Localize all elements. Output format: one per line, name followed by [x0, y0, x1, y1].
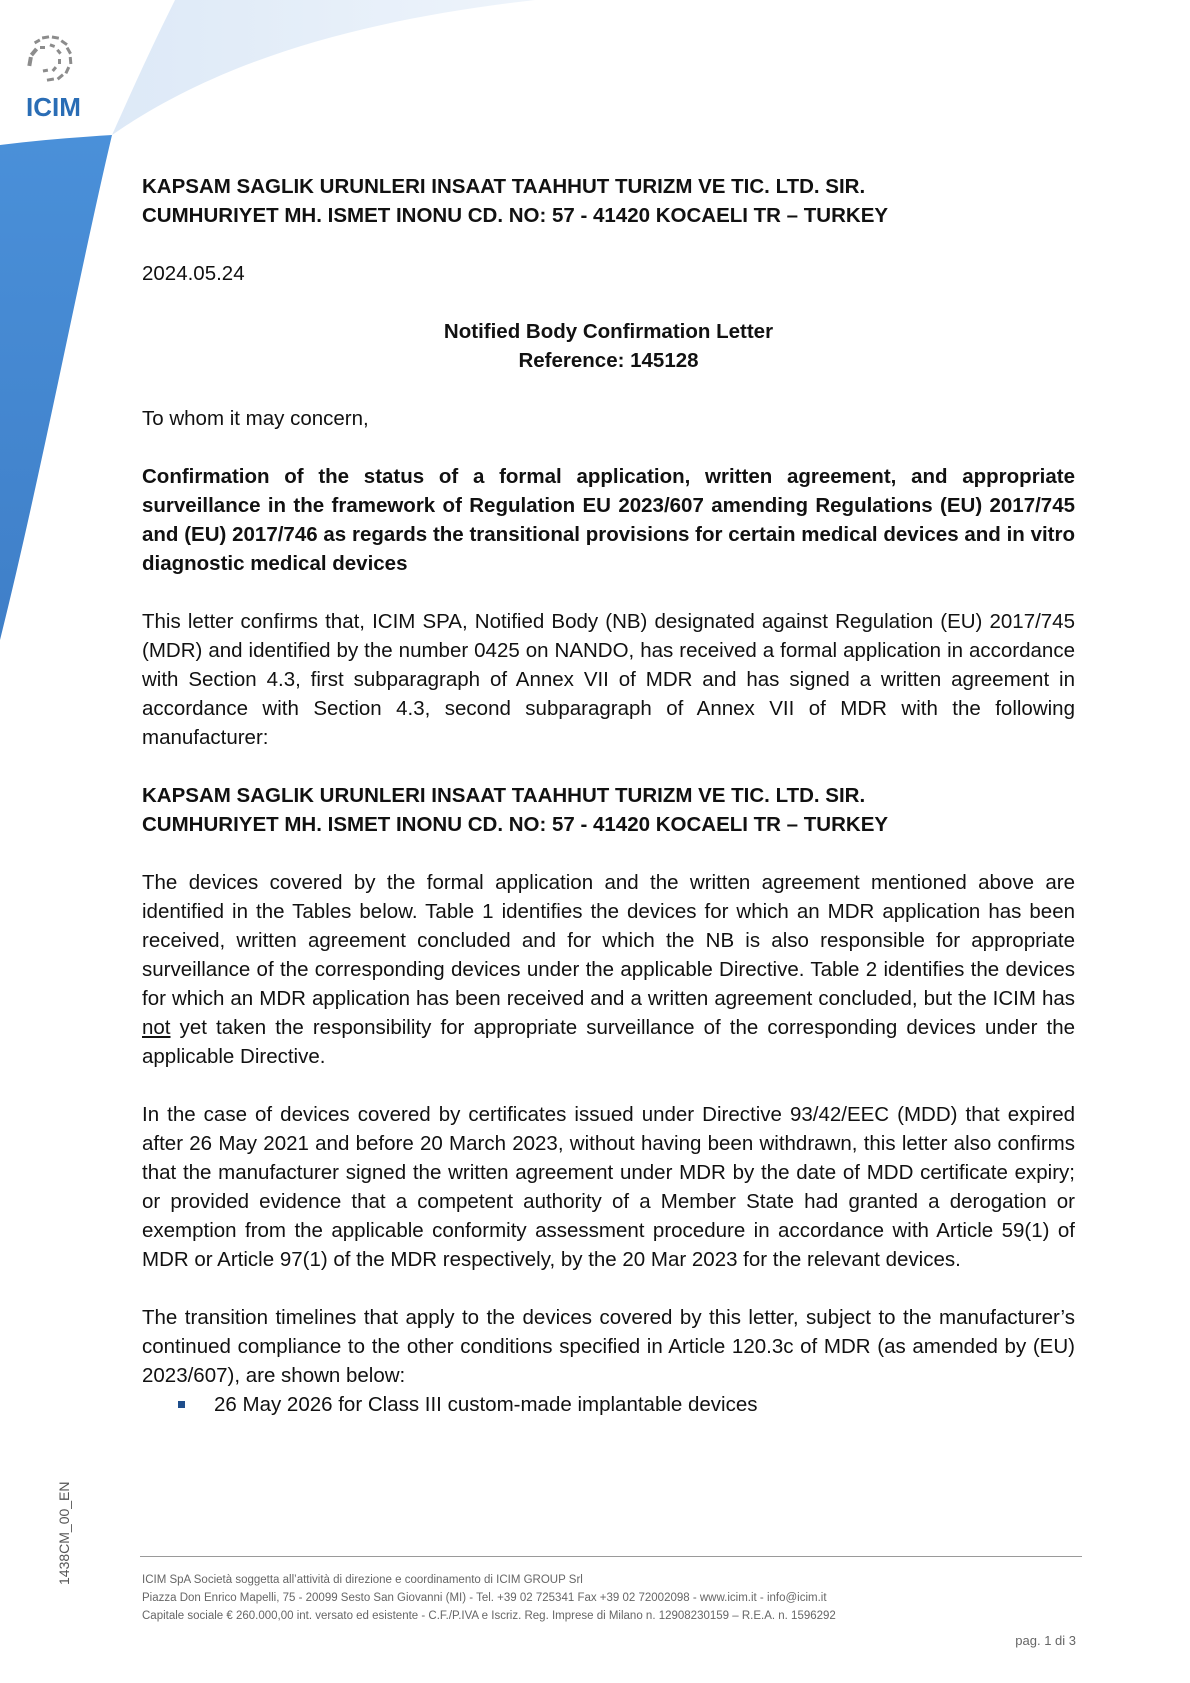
document-code: 1438CM_00_EN: [56, 1481, 72, 1585]
title-line-1: Notified Body Confirmation Letter: [443, 320, 774, 343]
salutation: To whom it may concern,: [142, 407, 369, 430]
underlined-not: not: [142, 1016, 171, 1039]
footer-line-1: ICIM SpA Società soggetta all’attività di direzione e coordinamento di ICIM GROUP Srl: [142, 1574, 583, 1586]
title-reference: Reference: 145128: [518, 349, 699, 372]
timeline-list: [142, 1390, 1075, 1419]
footer: [142, 1571, 836, 1625]
list-item: 26 May 2026 for Class III custom-made implantable devices: [178, 1390, 1075, 1419]
recipient-line-2: CUMHURIYET MH. ISMET INONU CD. NO: 57 - 41420 KOCAELI TR – TURKEY: [142, 204, 889, 227]
manufacturer-address: [142, 781, 1075, 839]
paragraph-confirmation: This letter confirms that, ICIM SPA, Notified Body (NB) designated against Regulation (EU) 2017/745 (MDR) and identified by the number 0425 on NANDO, has received a formal application in accordance with Section 4.3, first subparagraph of Annex VII of MDR and has signed a written agreement in accordance with Section 4.3, second subparagraph of Annex VII of MDR with the following manufacturer:: [142, 610, 1075, 749]
paragraph-devices-covered: The devices covered by the formal application and the written agreement mentioned above are identified in the Tables below. Table 1 identifies the devices for which an MDR application has been received, written agreement concluded and for which the NB is also responsible for appropriate surveillance of the corresponding devices under the applicable Directive. Table 2 identifies the devices for which an MDR application has been received and a written agreement concluded, but the ICIM has not yet taken the responsibility for appropriate surveillance of the corresponding devices under the applicable Directive.: [142, 871, 1075, 1068]
manufacturer-line-2: CUMHURIYET MH. ISMET INONU CD. NO: 57 - 41420 KOCAELI TR – TURKEY: [142, 813, 889, 836]
page-number: pag. 1 di 3: [1015, 1633, 1076, 1648]
letter-title: [142, 317, 1075, 375]
recipient-address: [142, 172, 1075, 230]
manufacturer-line-1: KAPSAM SAGLIK URUNLERI INSAAT TAAHHUT TURIZM VE TIC. LTD. SIR.: [142, 784, 866, 807]
subject-line: Confirmation of the status of a formal application, written agreement, and appropriate surveillance in the framework of Regulation EU 2023/607 amending Regulations (EU) 2017/745 and (EU) 2017/746 as regards the transitional provisions for certain medical devices and in vitro diagnostic medical devices: [142, 465, 1075, 575]
bullet-square-icon: [178, 1401, 185, 1408]
footer-line-3: Capitale sociale € 260.000,00 int. versato ed esistente - C.F./P.IVA e Iscriz. Reg. Imprese di Milano n. 12908230159 – R.E.A. n. 1596292: [142, 1610, 836, 1622]
footer-divider: [140, 1556, 1082, 1557]
letter-body: [142, 172, 1075, 1419]
paragraph-mdd-certificates: In the case of devices covered by certificates issued under Directive 93/42/EEC (MDD) that expired after 26 May 2021 and before 20 March 2023, without having been withdrawn, this letter also confirms that the manufacturer signed the written agreement under MDR by the date of MDD certificate expiry; or provided evidence that a competent authority of a Member State had granted a derogation or exemption from the applicable conformity assessment procedure in accordance with Article 59(1) of MDR or Article 97(1) of the MDR respectively, by the 20 Mar 2023 for the relevant devices.: [142, 1103, 1075, 1271]
icim-logo-text: ICIM: [26, 92, 81, 122]
recipient-line-1: KAPSAM SAGLIK URUNLERI INSAAT TAAHHUT TURIZM VE TIC. LTD. SIR.: [142, 175, 866, 198]
letter-date: 2024.05.24: [142, 262, 245, 285]
footer-line-2: Piazza Don Enrico Mapelli, 75 - 20099 Sesto San Giovanni (MI) - Tel. +39 02 725341 Fax +39 02 72002098 - www.icim.it - info@icim.it: [142, 1592, 827, 1604]
paragraph-transition-timelines: The transition timelines that apply to the devices covered by this letter, subject to the manufacturer’s continued compliance to the other conditions specified in Article 120.3c of MDR (as amended by (EU) 2023/607), are shown below:: [142, 1306, 1075, 1387]
